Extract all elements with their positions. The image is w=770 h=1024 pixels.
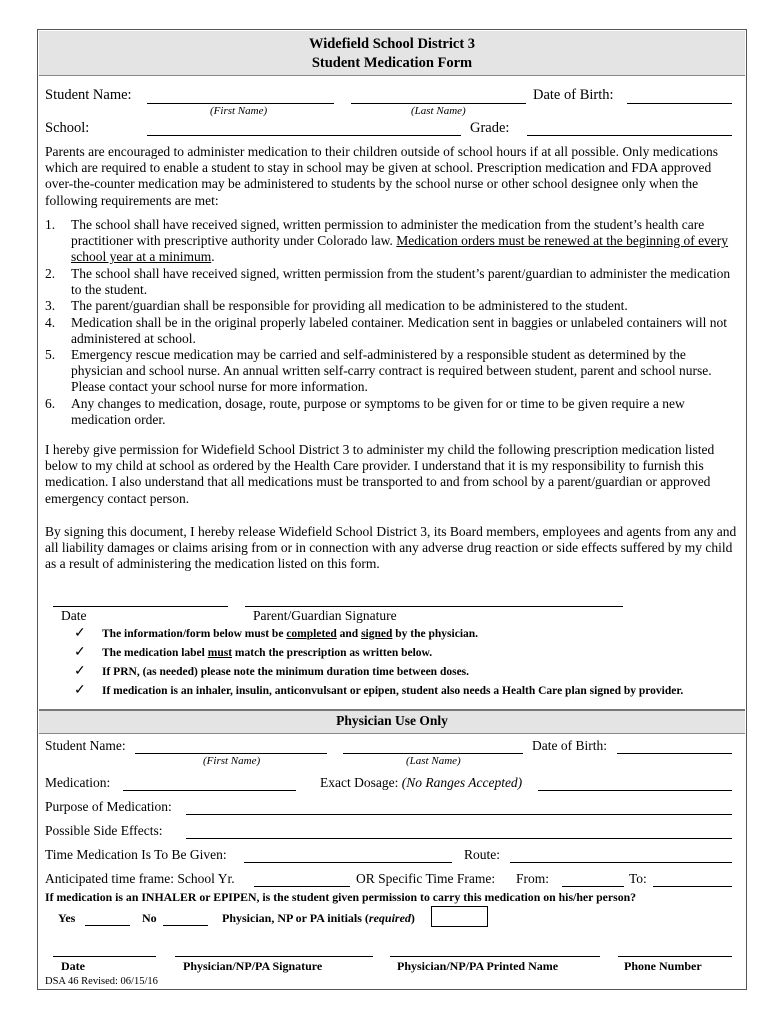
checklist-underlined: must [207, 647, 233, 659]
medication-label: Medication: [45, 775, 111, 790]
physician-title: Physician Use Only [336, 713, 448, 728]
phys-student-name-label: Student Name: [45, 738, 126, 753]
phys-dob-field[interactable] [617, 753, 732, 754]
phys-date-field[interactable] [53, 956, 156, 957]
requirement-underlined-text: Medication orders must be renewed at the beginning of every school year at a minimum [71, 233, 729, 265]
phys-first-name-field[interactable] [135, 753, 327, 754]
school-field[interactable] [147, 135, 461, 136]
student-name-label: Student Name: [45, 87, 132, 103]
phys-first-name-hint: (First Name) [203, 755, 261, 767]
side-effects-label: Possible Side Effects: [45, 823, 163, 838]
yes-field[interactable] [85, 925, 130, 926]
checkmark-icon: ✓ [74, 626, 86, 641]
checkmark-icon: ✓ [74, 664, 86, 679]
to-field[interactable] [653, 886, 732, 887]
to-label: To: [629, 871, 647, 886]
checklist-item: If PRN, (as needed) please note the minimum duration time between doses. [102, 666, 470, 678]
phys-printed-name-label: Physician/NP/PA Printed Name [397, 959, 559, 973]
school-label: School: [45, 120, 90, 136]
intro-paragraph: Parents are encouraged to administer medication to their children outside of school hours if at all possible. Only medications which are required to enable a student to stay in school may be given at school. Prescription medication and FDA approved over-the-counter medication may be administered to students by the school nurse or other school designee only when the following requirements are met: [45, 144, 718, 208]
side-effects-field[interactable] [186, 838, 732, 839]
requirement-number: 3. [45, 298, 56, 313]
yes-label: Yes [58, 911, 76, 925]
permission-paragraph: I hereby give permission for Widefield School District 3 to administer my child the following prescription medication listed below to my child at school as ordered by the Health Care provider. I understand that it is my responsibility to furnish this medication. I also understand that all medications must be transported to and from school by a parent/guardian or approved emergency contact person. [45, 442, 715, 506]
district-title: Widefield School District 3 [308, 36, 476, 52]
parent-signature-label: Parent/Guardian Signature [253, 608, 397, 623]
requirement-text: Medication shall be in the original properly labeled container. Medication sent in baggies or unlabeled containers will not administered at school. [71, 315, 728, 347]
grade-field[interactable] [527, 135, 732, 136]
initials-label [222, 911, 415, 926]
checklist-underlined: completed [286, 628, 337, 640]
requirement-text: The school shall have received signed, written permission to administer the medication from the student’s health care practitioner with prescriptive authority under Colorado law. [71, 217, 705, 249]
checklist-item [102, 647, 432, 659]
route-label: Route: [464, 847, 500, 862]
initials-label-text: Physician, NP or PA initials ( [222, 911, 369, 925]
last-name-field[interactable] [351, 103, 526, 104]
medication-field[interactable] [123, 790, 296, 791]
requirement-number: 4. [45, 315, 56, 330]
first-name-hint: (First Name) [210, 105, 268, 117]
checklist-item: If medication is an inhaler, insulin, anticonvulsant or epipen, student also needs a Health Care plan signed by provider. [102, 685, 684, 697]
purpose-field[interactable] [186, 814, 732, 815]
phys-last-name-hint: (Last Name) [406, 755, 461, 767]
requirement-text: Emergency rescue medication may be carried and self-administered by a responsible student as determined by the physician and school nurse. An annual written self-carry contract is required between student, parent and school nurse. Please contact your school nurse for more information. [71, 347, 712, 395]
form-title: Student Medication Form [311, 55, 473, 71]
first-name-field[interactable] [147, 103, 334, 104]
checklist-text: and [336, 628, 362, 640]
checklist-item [102, 628, 478, 640]
phys-phone-label: Phone Number [624, 959, 702, 973]
checklist-text: The information/form below must be [102, 628, 287, 640]
no-field[interactable] [163, 925, 208, 926]
dosage-note: (No Ranges Accepted) [401, 775, 523, 790]
purpose-label: Purpose of Medication: [45, 799, 172, 814]
parent-signature-field[interactable] [245, 606, 623, 607]
revision-footer: DSA 46 Revised: 06/15/16 [45, 976, 158, 987]
inhaler-question: If medication is an INHALER or EPIPEN, is the student given permission to carry this medication on his/her person? [45, 890, 637, 904]
checklist-text: by the physician. [392, 628, 479, 640]
checklist-text: The medication label [102, 647, 208, 659]
phys-last-name-field[interactable] [343, 753, 523, 754]
dosage-label [320, 775, 522, 791]
phys-signature-field[interactable] [175, 956, 373, 957]
from-field[interactable] [562, 886, 624, 887]
phys-signature-label: Physician/NP/PA Signature [183, 959, 323, 973]
requirement-number: 2. [45, 266, 56, 281]
requirement-number: 5. [45, 347, 56, 362]
checklist-text: match the prescription as written below. [232, 647, 433, 659]
phys-date-label: Date [61, 959, 85, 973]
specific-timeframe-label: OR Specific Time Frame: [356, 871, 496, 886]
time-given-field[interactable] [244, 862, 452, 863]
parent-date-label: Date [61, 608, 87, 623]
school-year-field[interactable] [254, 886, 350, 887]
dob-label: Date of Birth: [533, 87, 614, 103]
no-label: No [142, 911, 157, 925]
requirement-text: Any changes to medication, dosage, route, purpose or symptoms to be given for or time to be given require a new medication order. [71, 396, 685, 428]
requirement-text: The school shall have received signed, written permission from the student’s parent/guardian to administer the medication to the student. [71, 266, 731, 298]
checkmark-icon: ✓ [74, 645, 86, 660]
grade-label: Grade: [470, 120, 510, 136]
requirement-number: 1. [45, 217, 56, 232]
time-given-label: Time Medication Is To Be Given: [45, 847, 227, 862]
requirement-number: 6. [45, 396, 56, 411]
last-name-hint: (Last Name) [411, 105, 466, 117]
requirement-text: The parent/guardian shall be responsible for providing all medication to be administered to the student. [71, 298, 628, 313]
initials-required: required [368, 911, 411, 925]
parent-date-field[interactable] [53, 606, 228, 607]
checklist-underlined: signed [361, 628, 393, 640]
from-label: From: [516, 871, 550, 886]
dosage-field[interactable] [538, 790, 732, 791]
dosage-label-text: Exact Dosage: [320, 775, 402, 790]
phys-printed-name-field[interactable] [390, 956, 600, 957]
phys-dob-label: Date of Birth: [532, 738, 607, 753]
initials-close: ) [410, 911, 415, 925]
timeframe-label: Anticipated time frame: School Yr. [45, 871, 235, 886]
dob-field[interactable] [627, 103, 732, 104]
phys-phone-field[interactable] [618, 956, 732, 957]
release-paragraph: By signing this document, I hereby release Widefield School District 3, its Board members, employees and agents from any and all liability damages or claims arising from or in connection with any adverse drug reaction or side effects suffered by my child as a result of administering the medication listed on this form. [45, 524, 737, 572]
initials-box[interactable] [431, 906, 488, 927]
route-field[interactable] [510, 862, 732, 863]
checkmark-icon: ✓ [74, 683, 86, 698]
